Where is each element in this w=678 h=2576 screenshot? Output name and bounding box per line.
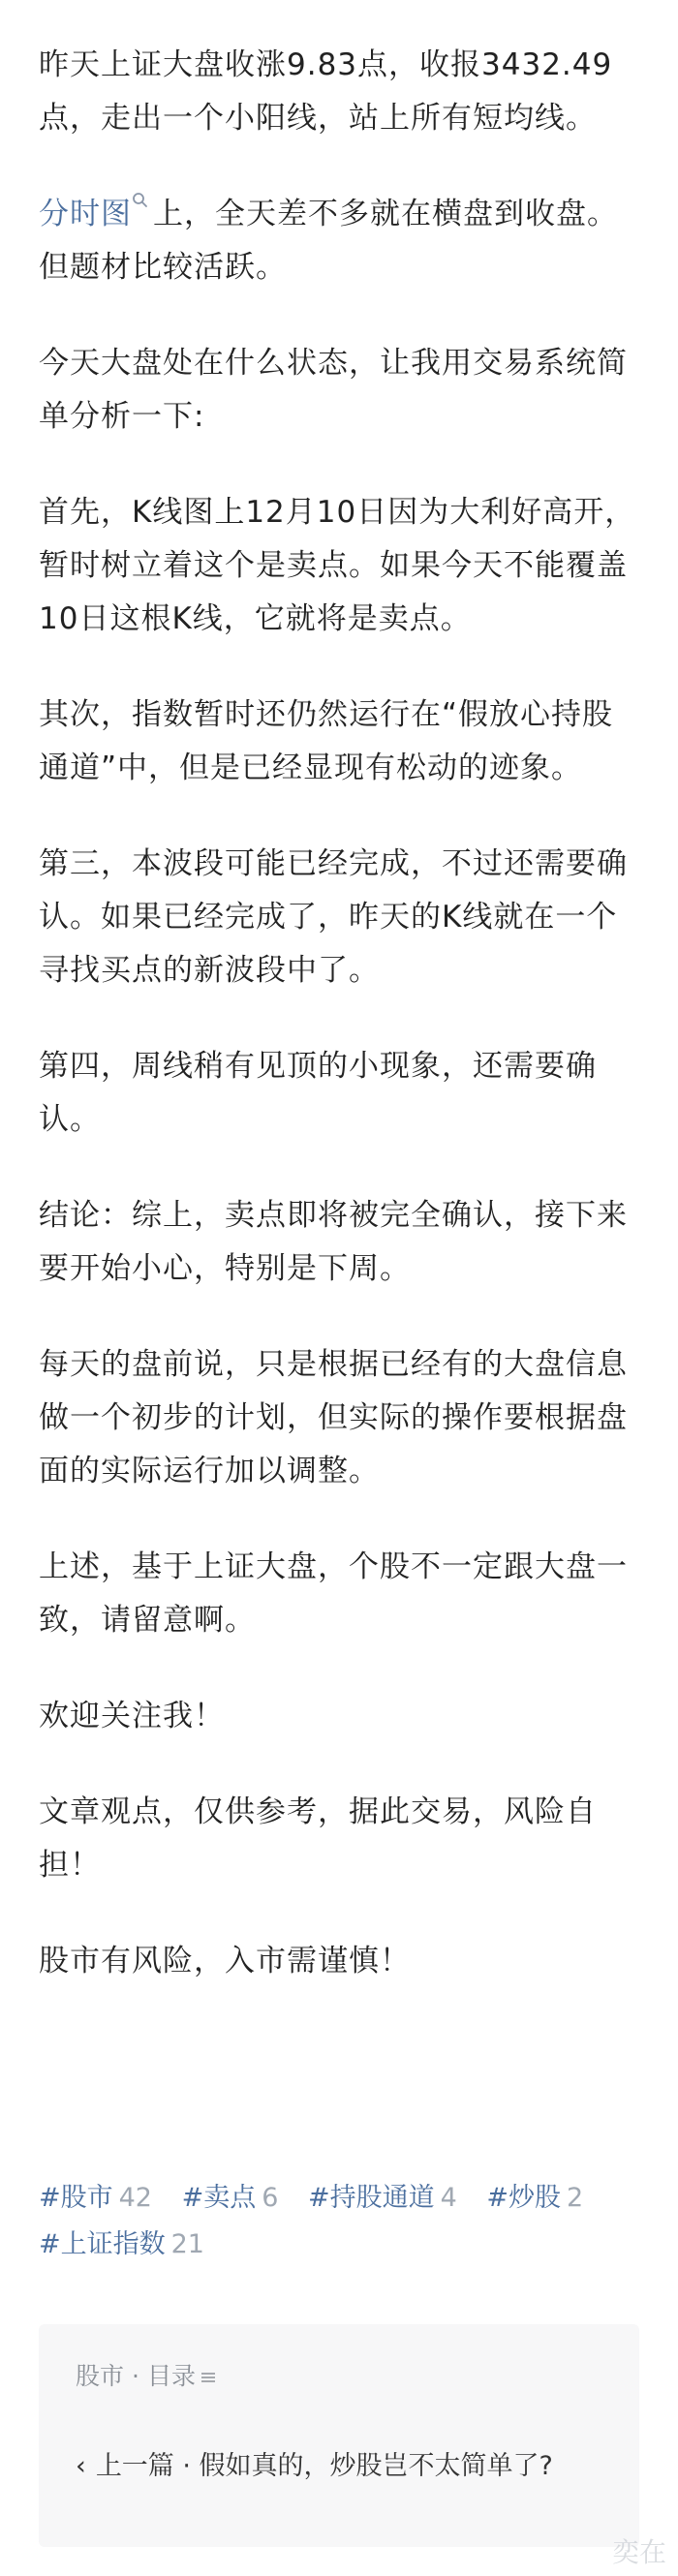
tag-count: 4 [440, 2183, 457, 2213]
tag-list [39, 2175, 649, 2268]
paragraph-11: 欢迎关注我！ [39, 1699, 225, 1733]
list-icon [201, 2372, 215, 2383]
paragraph-12: 文章观点，仅供参考，据此交易，风险自担！ [39, 1794, 597, 1883]
table-of-contents-card [39, 2324, 639, 2547]
toc-directory-label: 目录 [146, 2362, 196, 2390]
tag-count: 6 [262, 2183, 279, 2213]
tag-count: 21 [170, 2229, 204, 2259]
toc-category: 股市 [76, 2362, 125, 2390]
previous-article-title: 上一篇 · 假如真的，炒股岂不太简单了? [95, 2451, 553, 2481]
tag-holding-channel[interactable]: #持股通道 4 [307, 2183, 457, 2213]
paragraph-1: 昨天上证大盘收涨9.83点，收报3432.49点，走出一个小阳线，站上所有短均线。 [39, 47, 613, 136]
time-chart-link[interactable]: 分时图 [39, 197, 132, 231]
tag-count: 42 [118, 2183, 152, 2213]
toc-header[interactable] [76, 2357, 215, 2392]
tag-count: 2 [567, 2183, 584, 2213]
chevron-left-icon: ‹ [76, 2451, 86, 2481]
tag-sell-point[interactable]: #卖点 6 [181, 2183, 279, 2213]
previous-article-link[interactable] [76, 2444, 553, 2482]
paragraph-2 [39, 188, 644, 294]
paragraph-6: 第三，本波段可能已经完成，不过还需要确认。如果已经完成了，昨天的K线就在一个寻找买点的新波段中了。 [39, 846, 628, 988]
paragraph-5: 其次，指数暂时还仍然运行在“假放心持股通道”中，但是已经显现有松动的迹象。 [39, 697, 614, 785]
tag-stock-market[interactable]: #股市 42 [39, 2183, 152, 2213]
paragraph-3: 今天大盘处在什么状态，让我用交易系统简单分析一下: [39, 346, 628, 434]
watermark-logo: 奕在 [611, 2536, 666, 2568]
paragraph-13: 股市有风险，入市需谨慎！ [39, 1944, 411, 1978]
tag-stock-trading[interactable]: #炒股 2 [486, 2183, 584, 2213]
tag-shanghai-index[interactable]: #上证指数 21 [39, 2229, 204, 2259]
article-body [39, 39, 644, 2031]
search-icon[interactable] [132, 192, 149, 213]
paragraph-8: 结论：综上，卖点即将被完全确认，接下来要开始小心，特别是下周。 [39, 1198, 628, 1286]
paragraph-10: 上述，基于上证大盘，个股不一定跟大盘一致，请留意啊。 [39, 1549, 628, 1638]
paragraph-7: 第四，周线稍有见顶的小现象，还需要确认。 [39, 1049, 597, 1137]
toc-separator: · [132, 2362, 139, 2390]
paragraph-4: 首先，K线图上12月10日因为大利好高开，暂时树立着这个是卖点。如果今天不能覆盖10日这根K线，它就将是卖点。 [39, 495, 636, 636]
paragraph-2-text: 上，全天差不多就在横盘到收盘。但题材比较活跃。 [39, 197, 618, 285]
paragraph-9: 每天的盘前说，只是根据已经有的大盘信息做一个初步的计划，但实际的操作要根据盘面的实际运行加以调整。 [39, 1347, 628, 1488]
